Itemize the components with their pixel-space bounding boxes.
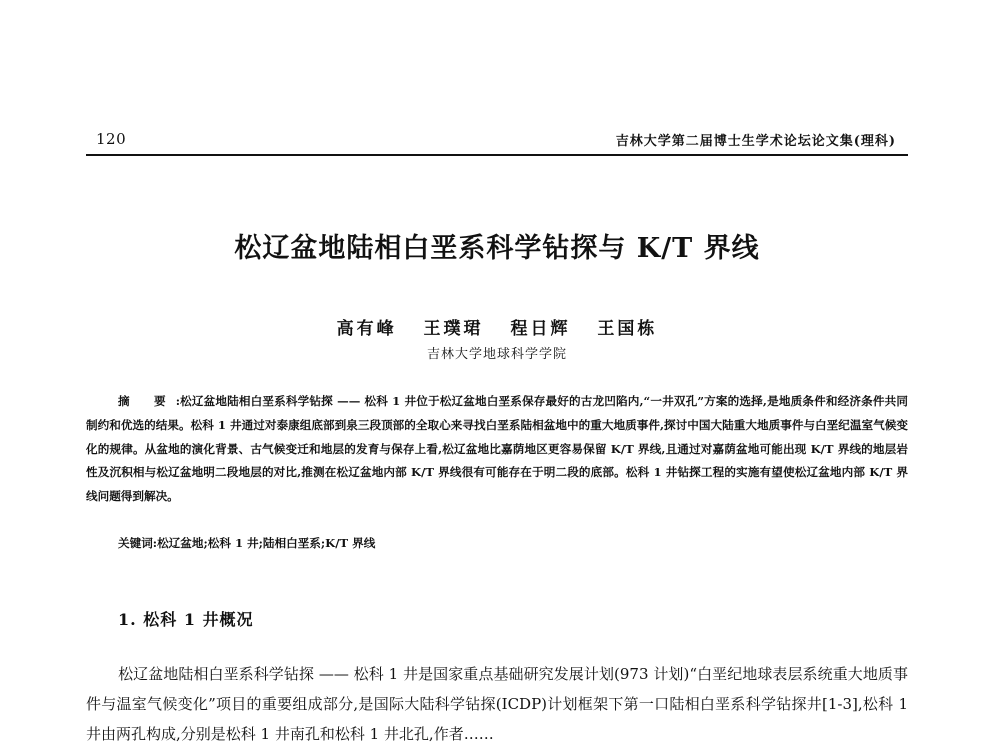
body-paragraph — [86, 659, 908, 743]
author-name: 高有峰 — [336, 319, 397, 339]
author-name: 王国栋 — [597, 319, 658, 339]
author-affiliation: 吉林大学地球科学学院 — [426, 347, 567, 362]
body-paragraph-text: 松辽盆地陆相白垩系科学钻探 —— 松科 1 井是国家重点基础研究发展计划(973 计划)“白垩纪地球表层系统重大地质事件与温室气候变化”项目的重要组成部分,是国际大陆科学钻探(ICDP)计划框架下第一口陆相白垩系科学钻探井[1-3],松科 1 井由两孔构成,分别是松科 1 井南孔和松科 1 井北孔,作者…… — [86, 665, 908, 743]
section-heading: 1. 松科 1 井概况 — [118, 610, 254, 629]
running-header — [86, 128, 908, 158]
header-rule — [86, 154, 908, 156]
abstract-label: 摘 要 — [118, 394, 176, 408]
keywords — [118, 535, 375, 551]
paper-title: 松辽盆地陆相白垩系科学钻探与 K/T 界线 — [234, 233, 760, 264]
journal-name: 吉林大学第二届博士生学术论坛论文集(理科) — [615, 134, 896, 149]
keywords-label: 关键词 — [118, 536, 153, 550]
page-number: 120 — [96, 130, 127, 148]
abstract-text: :松辽盆地陆相白垩系科学钻探 —— 松科 1 井位于松辽盆地白垩系保存最好的古龙凹陷内,“一井双孔”方案的选择,是地质条件和经济条件共同制约和优选的结果。松科 1 井通过对泰康组底部到泉三段顶部的全取心来寻找白垩系陆相盆地中的重大地质事件,探讨中国大陆重大地质事件与白垩纪温室气候变化的规律。从盆地的演化背景、古气候变迁和地层的发育与保存上看,松辽盆地比嘉荫地区更容易保留 K/T 界线,且通过对嘉荫盆地可能出现 K/T 界线的地层岩性及沉积相与松辽盆地明二段地层的对比,推测在松辽盆地内部 K/T 界线很有可能存在于明二段的底部。松科 1 井钻探工程的实施有望使松辽盆地内部 K/T 界线问题得到解决。 — [86, 394, 908, 504]
author-list — [86, 314, 908, 339]
author-name: 王璞珺 — [423, 319, 484, 339]
abstract — [86, 390, 908, 509]
author-name: 程日辉 — [510, 319, 571, 339]
keywords-text: :松辽盆地;松科 1 井;陆相白垩系;K/T 界线 — [152, 536, 376, 550]
